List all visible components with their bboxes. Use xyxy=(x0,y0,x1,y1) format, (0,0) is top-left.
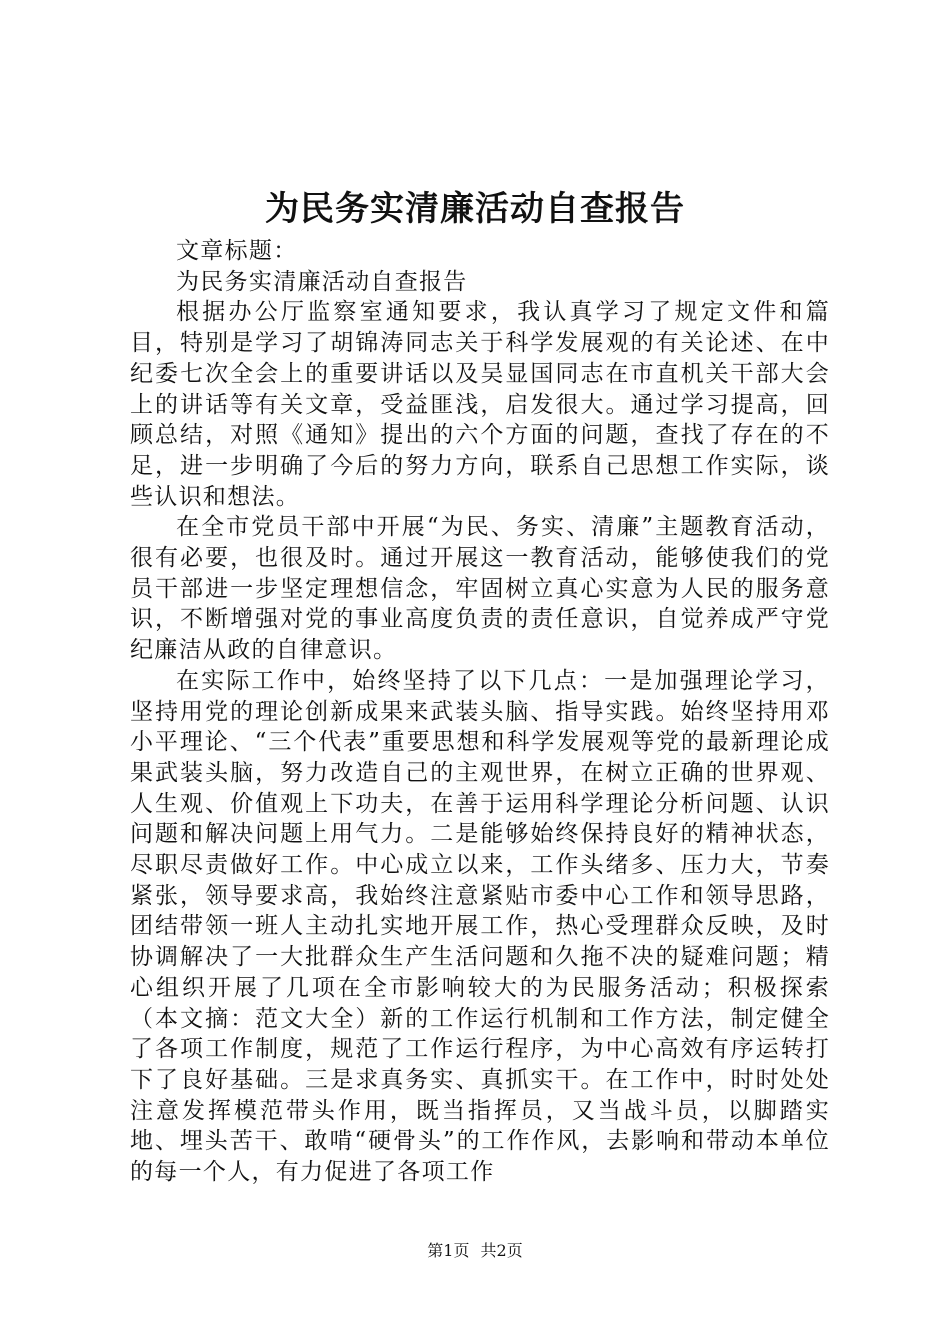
document-body xyxy=(130,236,830,1188)
document-title: 为民务实清廉活动自查报告 xyxy=(265,189,685,229)
page-total: 共2页 xyxy=(480,1241,523,1260)
paragraph-article-title: 为民务实清廉活动自查报告 xyxy=(176,268,468,295)
paragraph-practice: 在实际工作中，始终坚持了以下几点：一是加强理论学习，坚持用党的理论创新成果来武装头脑、指导实践。始终坚持用邓小平理论、“三个代表”重要思想和科学发展观等党的最新理论成果武装头脑，努力改造自己的主观世界，在树立正确的世界观、人生观、价值观上下功夫，在善于运用科学理论分析问题、认识问题和解决问题上用气力。二是能够始终保持良好的精神状态，尽职尽责做好工作。中心成立以来，工作头绪多、压力大，节奏紧张，领导要求高，我始终注意紧贴市委中心工作和领导思路，团结带领一班人主动扎实地开展工作，热心受理群众反映，及时协调解决了一大批群众生产生活问题和久拖不决的疑难问题；精心组织开展了几项在全市影响较大的为民服务活动；积极探索（本文摘：范文大全）新的工作运行机制和工作方法，制定健全了各项工作制度，规范了工作运行程序，为中心高效有序运转打下了良好基础。三是求真务实、真抓实干。在工作中，时时处处注意发挥模范带头作用，既当指挥员，又当战斗员，以脚踏实地、埋头苦干、敢啃“硬骨头”的工作作风，去影响和带动本单位的每一个人，有力促进了各项工作 xyxy=(130,667,830,1186)
paragraph-intro: 根据办公厅监察室通知要求，我认真学习了规定文件和篇目，特别是学习了胡锦涛同志关于科学发展观的有关论述、在中纪委七次全会上的重要讲话以及吴显国同志在市直机关干部大会上的讲话等有关文章，受益匪浅，启发很大。通过学习提高，回顾总结，对照《通知》提出的六个方面的问题，查找了存在的不足，进一步明确了今后的努力方向，联系自己思想工作实际，谈些认识和想法。 xyxy=(130,299,830,510)
paragraph-article-label: 文章标题： xyxy=(176,238,298,264)
paragraph-significance: 在全市党员干部中开展“为民、务实、清廉”主题教育活动，很有必要，也很及时。通过开展这一教育活动，能够使我们的党员干部进一步坚定理想信念，牢固树立真心实意为人民的服务意识，不断增强对党的事业高度负责的责任意识，自觉养成严守党纪廉洁从政的自律意识。 xyxy=(130,514,830,664)
page-footer xyxy=(0,1241,950,1261)
page-number: 第1页 xyxy=(427,1241,470,1260)
